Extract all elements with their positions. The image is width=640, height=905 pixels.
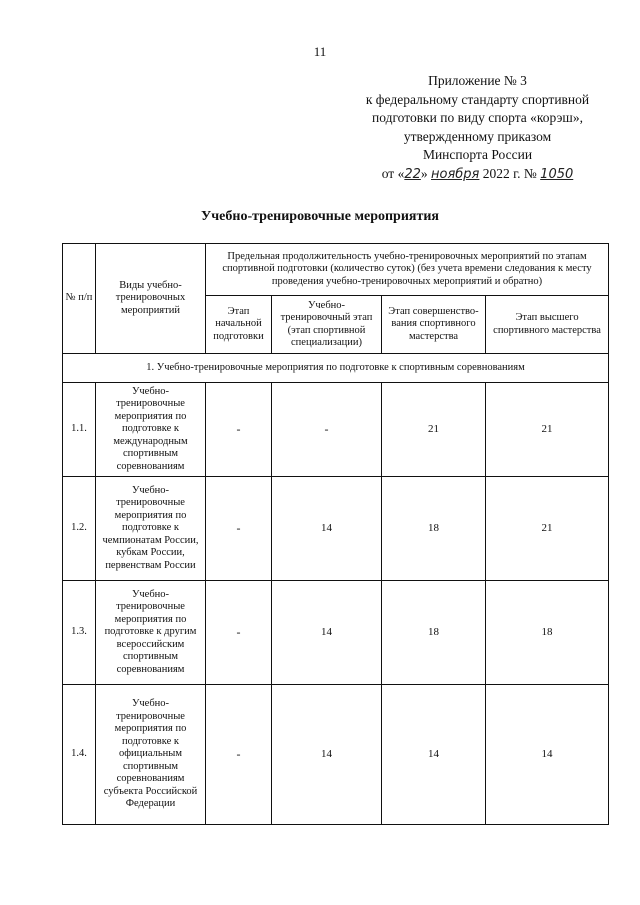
cell-stage-training: 14: [272, 581, 382, 685]
section-title: 1. Учебно-тренировочные мероприятия по подготовке к спортивным соревнованиям: [63, 354, 609, 383]
table-row: [63, 685, 609, 825]
row-number: 1.1.: [63, 383, 96, 477]
row-event-name: Учебно-тренировочные мероприятия по подготовке к другим всероссийским спортивным соревнованиям: [96, 581, 206, 685]
table-row: [63, 383, 609, 477]
date-year: 2022 г. №: [482, 165, 537, 181]
cell-stage-initial: -: [206, 383, 272, 477]
cell-stage-higher: 14: [486, 685, 609, 825]
page-number: 11: [313, 44, 327, 59]
appendix-line: к федеральному стандарту спортивной: [365, 91, 590, 107]
cell-stage-improvement: 21: [382, 383, 486, 477]
header-stage-training: Учебно-тренировочный этап (этап спортивной специализации): [272, 296, 382, 354]
table-row: [63, 477, 609, 581]
row-event-name: Учебно-тренировочные мероприятия по подготовке к официальным спортивным соревнованиям субъекта Российской Федерации: [96, 685, 206, 825]
cell-stage-higher: 21: [486, 477, 609, 581]
cell-stage-higher: 18: [486, 581, 609, 685]
table-header-row: [63, 244, 609, 296]
header-stage-higher: Этап высшего спортивного мастерства: [486, 296, 609, 354]
cell-stage-initial: -: [206, 685, 272, 825]
document-title: Учебно-тренировочные мероприятия: [201, 209, 439, 224]
cell-stage-training: -: [272, 383, 382, 477]
handwritten-order-number: 1050: [540, 166, 574, 182]
row-number: 1.3.: [63, 581, 96, 685]
header-group: Предельная продолжительность учебно-тренировочных мероприятий по этапам спортивной подготовки (количество суток) (без учета времени следования к месту проведения учебно-тренировочных мероприятий и обратно): [206, 244, 609, 296]
training-events-table: [62, 243, 609, 825]
appendix-block: [330, 72, 625, 184]
row-event-name: Учебно-тренировочные мероприятия по подготовке к международным спортивным соревнованиям: [96, 383, 206, 477]
cell-stage-improvement: 14: [382, 685, 486, 825]
date-mid: »: [420, 165, 428, 181]
appendix-line: Приложение № 3: [428, 73, 527, 88]
appendix-line: утвержденному приказом: [403, 128, 552, 144]
row-number: 1.4.: [63, 685, 96, 825]
cell-stage-initial: -: [206, 477, 272, 581]
cell-stage-improvement: 18: [382, 581, 486, 685]
cell-stage-training: 14: [272, 477, 382, 581]
cell-stage-higher: 21: [486, 383, 609, 477]
row-number: 1.2.: [63, 477, 96, 581]
appendix-line: Минспорта России: [422, 147, 533, 162]
header-stage-improvement: Этап совершенство-вания спортивного мастерства: [382, 296, 486, 354]
appendix-line: подготовки по виду спорта «корэш»,: [372, 110, 583, 125]
handwritten-month: ноября: [431, 166, 480, 182]
order-date-line: [330, 165, 625, 185]
section-row: [63, 354, 609, 383]
header-kind: Виды учебно-тренировочных мероприятий: [96, 244, 206, 354]
table-row: [63, 581, 609, 685]
cell-stage-improvement: 18: [382, 477, 486, 581]
row-event-name: Учебно-тренировочные мероприятия по подготовке к чемпионатам России, кубкам России, первенствам России: [96, 477, 206, 581]
header-num: № п/п: [63, 244, 96, 354]
date-prefix: от «: [381, 165, 405, 181]
cell-stage-initial: -: [206, 581, 272, 685]
header-stage-initial: Этап начальной подготовки: [206, 296, 272, 354]
handwritten-day: 22: [404, 166, 421, 182]
cell-stage-training: 14: [272, 685, 382, 825]
